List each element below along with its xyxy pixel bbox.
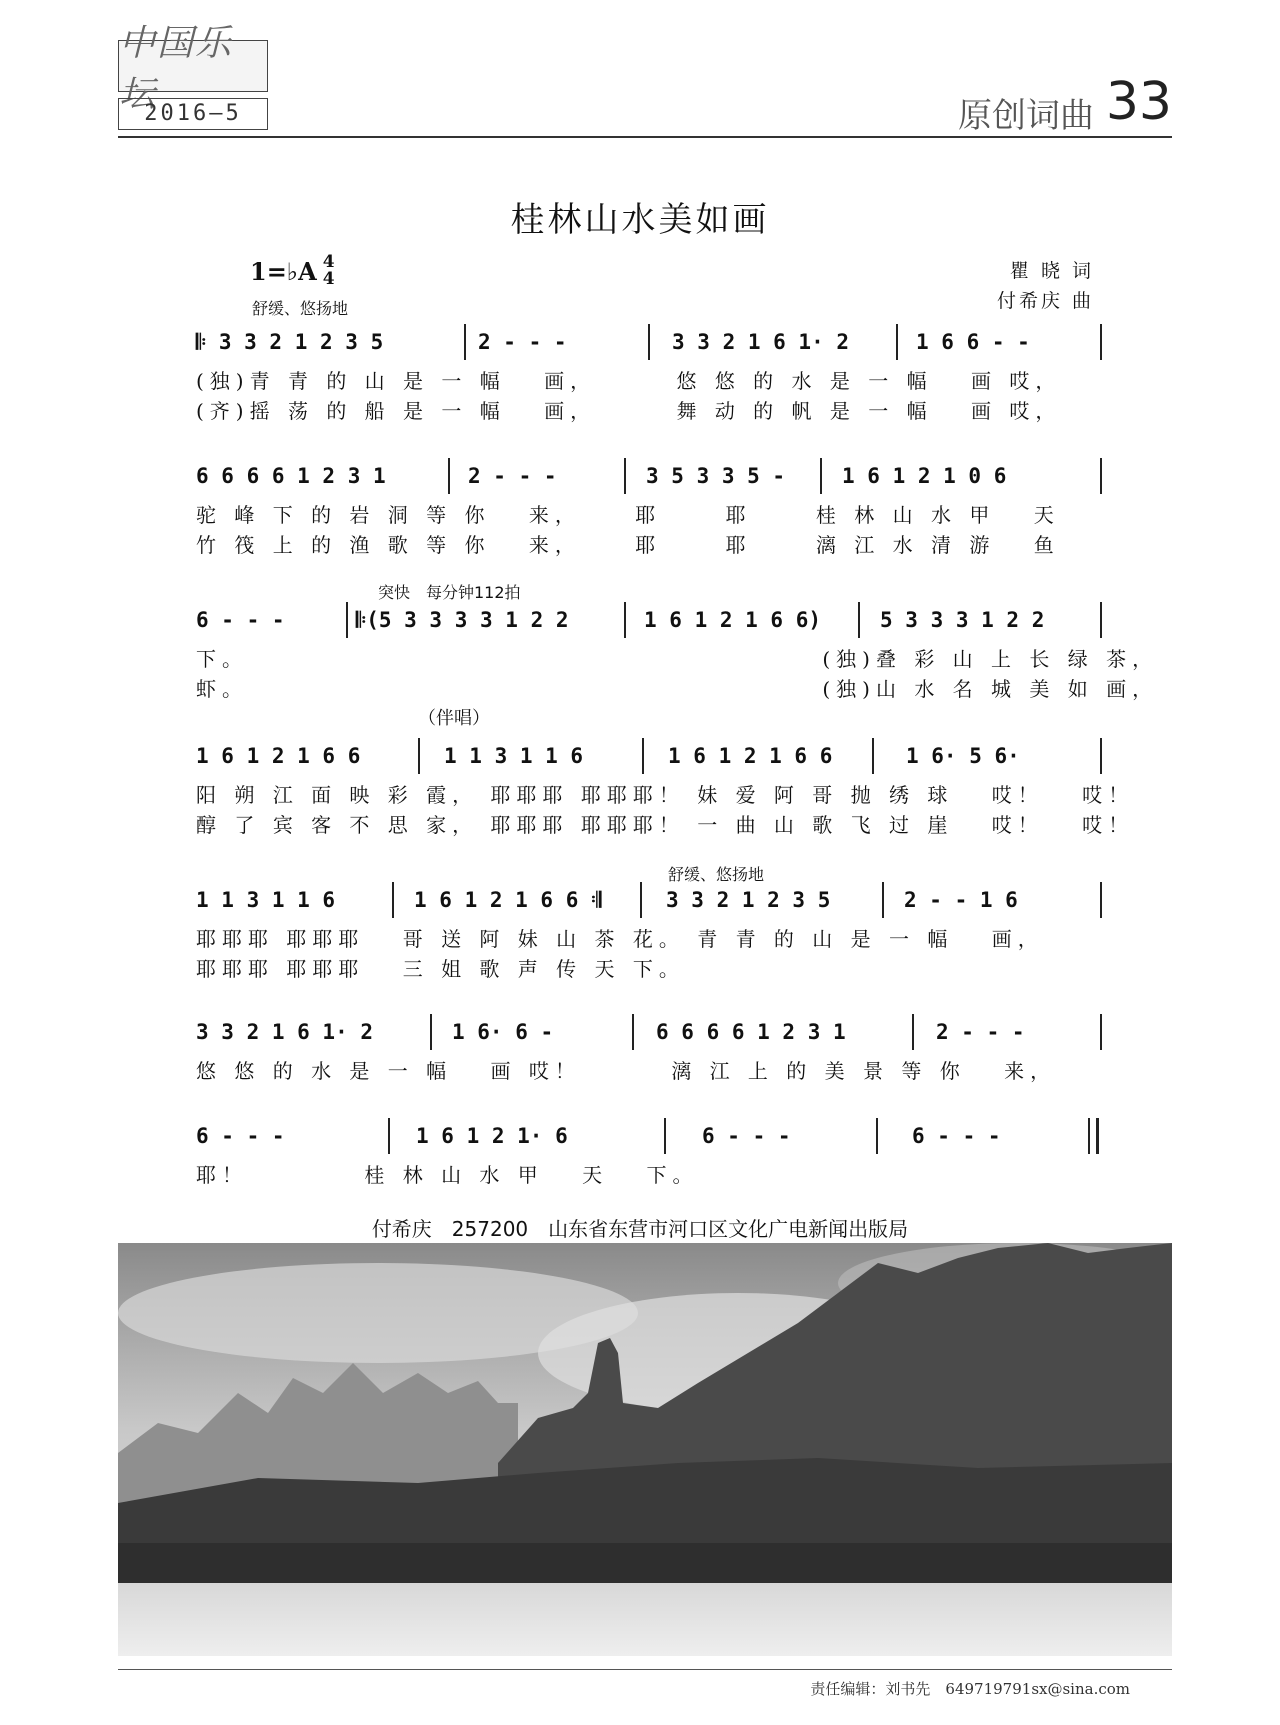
lyricist-credit: 瞿 晓 词: [1009, 260, 1094, 282]
bar-line: [640, 882, 642, 918]
measure: 1 6 1 2 1 0 6: [842, 464, 1007, 488]
measure: 1 6 1 2 1 6 6): [644, 608, 822, 632]
lyric-line: 耶！ 桂 林 山 水 甲 天 下。: [196, 1163, 699, 1187]
section-title: 原创词曲: [958, 96, 1094, 136]
editor-credit: 责任编辑：刘书先 649719791sx@sina.com: [810, 1680, 1130, 1698]
bar-line: [642, 738, 644, 774]
measure: 2 - - -: [936, 1020, 1025, 1044]
lyric-line: 醇 了 宾 客 不 思 家， 耶耶耶 耶耶耶！ 一 曲 山 歌 飞 过 崖 哎！ 哎！: [196, 813, 1135, 837]
staff-line: [196, 1008, 1102, 1056]
bar-line: [624, 602, 626, 638]
bar-line: [448, 458, 450, 494]
lyric-line: 驼 峰 下 的 岩 洞 等 你 来， 耶 耶 桂 林 山 水 甲 天: [196, 503, 1060, 527]
header-rule: [118, 136, 1172, 138]
lyric-line: 耶耶耶 耶耶耶 哥 送 阿 妹 山 茶 花。 青 青 的 山 是 一 幅 画，: [196, 927, 1044, 951]
measure: 6 - - -: [912, 1124, 1001, 1148]
measure: 2 - - 1 6: [904, 888, 1018, 912]
staff-line: [196, 596, 1102, 644]
bar-line: [346, 602, 348, 638]
key-signature: [250, 254, 335, 288]
tempo-marking: 舒缓、悠扬地: [252, 299, 349, 318]
score-system: [196, 452, 1102, 560]
measure: 1 6· 6 -: [452, 1020, 554, 1044]
measure: 1 6 1 2 1· 6: [416, 1124, 568, 1148]
measure: 2 - - -: [468, 464, 557, 488]
staff-line: [196, 452, 1102, 500]
bar-line: [820, 458, 822, 494]
measure: 6 - - -: [702, 1124, 791, 1148]
lyric-line: 竹 筏 上 的 渔 歌 等 你 来， 耶 耶 漓 江 水 清 游 鱼: [196, 533, 1060, 557]
measure: 3 3 2 1 6 1· 2: [196, 1020, 374, 1044]
bar-line: [876, 1118, 878, 1154]
landscape-photo: [118, 1243, 1172, 1656]
bar-line: [882, 882, 884, 918]
bar-line: [418, 738, 420, 774]
measure: 1 6 1 2 1 6 6: [196, 744, 361, 768]
lyric-line: 下。 (独)叠 彩 山 上 长 绿 茶，: [196, 647, 1159, 671]
magazine-logo: 中国乐坛: [118, 40, 268, 92]
guilin-landscape-image: [118, 1243, 1172, 1656]
measure: 3 5 3 3 5 -: [646, 464, 786, 488]
bar-line: [392, 882, 394, 918]
time-signature: [323, 254, 335, 288]
bar-line: [1100, 882, 1102, 918]
bar-line: [1100, 1014, 1102, 1050]
final-bar-line: [1096, 1118, 1099, 1154]
issue-number: 2016—5: [118, 98, 268, 130]
bar-line: [858, 602, 860, 638]
score-system: [196, 596, 1159, 704]
measure: 1 1 3 1 1 6: [444, 744, 584, 768]
score-system: [196, 1112, 1102, 1190]
lyric-line: 阳 朔 江 面 映 彩 霞， 耶耶耶 耶耶耶！ 妹 爱 阿 哥 抛 绣 球 哎！ 哎！: [196, 783, 1135, 807]
tempo-marking-return: 舒缓、悠扬地: [668, 865, 765, 884]
measure: 3 3 2 1 2 3 5: [666, 888, 831, 912]
footer-rule: [118, 1669, 1172, 1670]
measure: 1 6 6 - -: [916, 330, 1030, 354]
lyric-line: 虾。 (独)山 水 名 城 美 如 画，: [196, 677, 1159, 701]
page-number: 33: [1105, 72, 1172, 132]
bar-line: [912, 1014, 914, 1050]
staff-line: [196, 876, 1102, 924]
measure: 𝄆(5 3 3 3 3 1 2 2: [356, 608, 569, 632]
measure: 𝄆 3 3 2 1 2 3 5: [196, 330, 384, 354]
lyric-line: (齐)摇 荡 的 船 是 一 幅 画， 舞 动 的 帆 是 一 幅 画 哎，: [196, 399, 1062, 423]
bar-line: [896, 324, 898, 360]
time-bottom: 4: [322, 269, 335, 289]
staff-line: [196, 318, 1102, 366]
bar-line: [1088, 1118, 1090, 1154]
bar-line: [430, 1014, 432, 1050]
measure: 2 - - -: [478, 330, 567, 354]
bar-line: [872, 738, 874, 774]
measure: 6 - - -: [196, 1124, 285, 1148]
bar-line: [648, 324, 650, 360]
bar-line: [388, 1118, 390, 1154]
bar-line: [664, 1118, 666, 1154]
time-top: 4: [322, 252, 335, 272]
measure: 6 - - -: [196, 608, 285, 632]
staff-line: [196, 1112, 1102, 1160]
measure: 6 6 6 6 1 2 3 1: [656, 1020, 846, 1044]
bar-line: [1100, 458, 1102, 494]
measure: 6 6 6 6 1 2 3 1: [196, 464, 386, 488]
bar-line: [632, 1014, 634, 1050]
bar-line: [1100, 324, 1102, 360]
tempo-change: 突快 每分钟112拍: [378, 583, 521, 602]
bar-line: [464, 324, 466, 360]
bar-line: [624, 458, 626, 494]
lyric-line: 耶耶耶 耶耶耶 三 姐 歌 声 传 天 下。: [196, 957, 685, 981]
score-system: [196, 876, 1102, 984]
lyric-line: (独)青 青 的 山 是 一 幅 画， 悠 悠 的 水 是 一 幅 画 哎，: [196, 369, 1062, 393]
bar-line: [1100, 738, 1102, 774]
backing-vocal-label: （伴唱）: [418, 708, 490, 729]
staff-line: [196, 732, 1102, 780]
song-title: 桂林山水美如画: [510, 200, 770, 240]
key-label: 1=♭A: [250, 256, 317, 286]
measure: 5 3 3 3 1 2 2: [880, 608, 1045, 632]
lyric-line: 悠 悠 的 水 是 一 幅 画 哎！ 漓 江 上 的 美 景 等 你 来，: [196, 1059, 1057, 1083]
measure: 1 6 1 2 1 6 6 𝄇: [414, 888, 602, 912]
composer-credit: 付希庆 曲: [996, 290, 1094, 312]
score-system: [196, 318, 1102, 426]
measure: 1 1 3 1 1 6: [196, 888, 336, 912]
measure: 1 6 1 2 1 6 6: [668, 744, 833, 768]
measure: 1 6· 5 6·: [906, 744, 1020, 768]
score-system: [196, 732, 1135, 840]
score-system: [196, 1008, 1102, 1086]
author-info: 付希庆 257200 山东省东营市河口区文化广电新闻出版局: [371, 1217, 909, 1241]
measure: 3 3 2 1 6 1· 2: [672, 330, 850, 354]
bar-line: [1100, 602, 1102, 638]
